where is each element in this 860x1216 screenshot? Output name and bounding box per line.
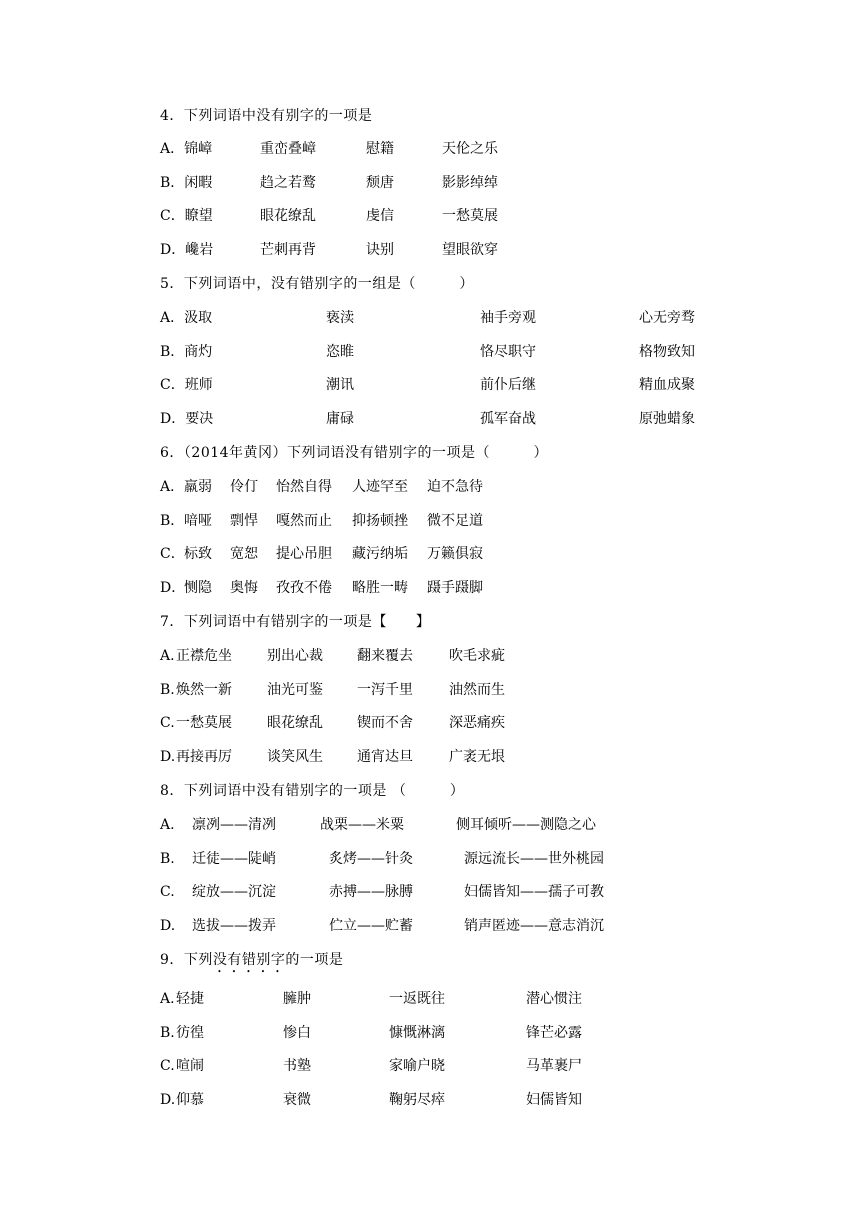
option-label: D. <box>160 1092 176 1108</box>
option-label: C. <box>160 884 175 900</box>
option-item: 谈笑风生 <box>267 749 323 765</box>
option-label: A. <box>160 648 175 664</box>
question-8-stem: 8．下列词语中没有错别字的一项是 （ ） <box>160 783 465 799</box>
option-label: C． <box>160 546 185 562</box>
option-item: 锋芒必露 <box>526 1025 582 1041</box>
option-item: 庸碌 <box>326 411 354 427</box>
option-item: 喑哑 <box>184 513 212 529</box>
option-label: D. <box>160 918 176 934</box>
option-item: 别出心裁 <box>267 648 323 664</box>
stem-suffix: 的一项是 <box>285 952 344 968</box>
option-label: D. <box>160 749 176 765</box>
question-5-stem: 5．下列词语中，没有错别字的一组是（ ） <box>160 276 474 292</box>
option-label: B. <box>160 682 175 698</box>
option-item: 仰慕 <box>176 1092 204 1108</box>
option-item: 原弛蜡象 <box>639 411 695 427</box>
option-item: 孤军奋战 <box>480 411 536 427</box>
option-item: 马革裹尸 <box>526 1058 582 1074</box>
option-item: 藏污纳垢 <box>352 546 408 562</box>
option-item: 望眼欲穿 <box>442 242 498 258</box>
option-item: 心无旁骛 <box>639 310 695 326</box>
option-item: 深恶痛疾 <box>449 715 505 731</box>
option-item: 妇儒皆知 <box>526 1092 582 1108</box>
option-item: 精血成聚 <box>639 377 695 393</box>
option-item: 恻隐 <box>184 580 212 596</box>
question-4-stem: 4．下列词语中没有别字的一项是 <box>160 108 373 124</box>
option-item: 凛冽——清冽 <box>192 817 276 833</box>
option-item: 人迹罕至 <box>352 479 408 495</box>
option-item: 绽放——沉淀 <box>192 884 276 900</box>
option-item: 惨白 <box>283 1025 311 1041</box>
option-item: 迫不急待 <box>427 479 483 495</box>
option-item: 家喻户晓 <box>389 1058 445 1074</box>
option-item: 轻捷 <box>176 991 204 1007</box>
option-item: 恪尽职守 <box>480 344 536 360</box>
option-item: 臃肿 <box>283 991 311 1007</box>
option-label: B. <box>160 851 175 867</box>
option-item: 赤搏——脉膊 <box>329 884 413 900</box>
option-item: 鞠躬尽瘁 <box>389 1092 445 1108</box>
option-item: 宽恕 <box>230 546 258 562</box>
option-item: 迁徒——陡峭 <box>192 851 276 867</box>
option-item: 慰籍 <box>366 141 394 157</box>
option-item: 伶仃 <box>230 479 258 495</box>
option-item: 一返既往 <box>389 991 445 1007</box>
option-item: 通宵达旦 <box>357 749 413 765</box>
option-label: A. <box>160 817 175 833</box>
option-item: 怡然自得 <box>276 479 332 495</box>
option-item: 孜孜不倦 <box>276 580 332 596</box>
question-6-stem: 6．（2014年黄冈）下列词语没有错别字的一项是（ ） <box>160 445 549 461</box>
option-item: 广袤无垠 <box>449 749 505 765</box>
option-item: 趋之若鹜 <box>260 175 316 191</box>
stem-emphasis: 没有错别字 <box>212 952 286 968</box>
option-item: 提心吊胆 <box>276 546 332 562</box>
option-item: 油然而生 <box>449 682 505 698</box>
stem-prefix: 9．下列 <box>160 952 213 968</box>
option-item: 羸弱 <box>184 479 212 495</box>
option-item: 选拔——拨弄 <box>192 918 276 934</box>
option-item: 格物致知 <box>639 344 695 360</box>
option-item: 正襟危坐 <box>176 648 232 664</box>
option-label: C．班师 <box>160 377 213 393</box>
option-item: 妇儒皆知——孺子可教 <box>464 884 604 900</box>
option-item: 略胜一畴 <box>352 580 408 596</box>
option-label: D．巉岩 <box>160 242 214 258</box>
option-item: 眼花缭乱 <box>260 208 316 224</box>
option-label: B. <box>160 1025 175 1041</box>
option-item: 抑扬顿挫 <box>352 513 408 529</box>
option-item: 伫立——贮蓄 <box>329 918 413 934</box>
option-label: C．瞭望 <box>160 208 213 224</box>
option-label: A．汲取 <box>160 310 213 326</box>
option-item: 销声匿迹——意志消沉 <box>464 918 604 934</box>
option-item: 标致 <box>184 546 212 562</box>
option-item: 吹毛求疵 <box>449 648 505 664</box>
option-item: 嘎然而止 <box>276 513 332 529</box>
option-item: 影影绰绰 <box>442 175 498 191</box>
option-item: 蹑手蹑脚 <box>427 580 483 596</box>
question-9-stem <box>160 950 343 976</box>
option-item: 彷徨 <box>176 1025 204 1041</box>
option-item: 战栗——米粟 <box>320 817 404 833</box>
option-label: B． <box>160 513 185 529</box>
option-item: 一愁莫展 <box>442 208 498 224</box>
option-item: 重峦叠嶂 <box>260 141 316 157</box>
option-item: 微不足道 <box>427 513 483 529</box>
option-label: D． <box>160 580 186 596</box>
option-label: A. <box>160 991 175 1007</box>
option-label: B．商灼 <box>160 344 213 360</box>
option-item: 潮讯 <box>326 377 354 393</box>
option-item: 天伦之乐 <box>442 141 498 157</box>
option-item: 慷慨淋漓 <box>389 1025 445 1041</box>
option-item: 袖手旁观 <box>480 310 536 326</box>
option-item: 再接再厉 <box>176 749 232 765</box>
option-item: 恣睢 <box>326 344 354 360</box>
option-label: B．闲暇 <box>160 175 213 191</box>
option-item: 焕然一新 <box>176 682 232 698</box>
option-item: 潜心惯注 <box>526 991 582 1007</box>
option-item: 侧耳倾听——测隐之心 <box>456 817 596 833</box>
option-item: 虔信 <box>366 208 394 224</box>
option-item: 衰微 <box>283 1092 311 1108</box>
option-item: 剽悍 <box>230 513 258 529</box>
option-item: 亵渎 <box>326 310 354 326</box>
option-item: 颓唐 <box>366 175 394 191</box>
option-label: D．要决 <box>160 411 214 427</box>
option-item: 炙烤——针灸 <box>329 851 413 867</box>
option-item: 喧闹 <box>176 1058 204 1074</box>
option-label: A． <box>160 479 185 495</box>
question-7-stem: 7．下列词语中有错别字的一项是【 】 <box>160 614 431 630</box>
option-label: A．锦嶂 <box>160 141 213 157</box>
option-item: 源远流长——世外桃园 <box>464 851 604 867</box>
option-item: 眼花缭乱 <box>267 715 323 731</box>
option-item: 翻来覆去 <box>357 648 413 664</box>
option-item: 芒刺再背 <box>260 242 316 258</box>
option-item: 一泻千里 <box>357 682 413 698</box>
option-item: 锲而不舍 <box>357 715 413 731</box>
option-item: 奥悔 <box>230 580 258 596</box>
option-label: C. <box>160 715 175 731</box>
option-item: 书塾 <box>283 1058 311 1074</box>
option-item: 前仆后继 <box>480 377 536 393</box>
option-label: C. <box>160 1058 175 1074</box>
option-item: 一愁莫展 <box>176 715 232 731</box>
option-item: 万籁俱寂 <box>427 546 483 562</box>
option-item: 诀别 <box>366 242 394 258</box>
option-item: 油光可鉴 <box>267 682 323 698</box>
